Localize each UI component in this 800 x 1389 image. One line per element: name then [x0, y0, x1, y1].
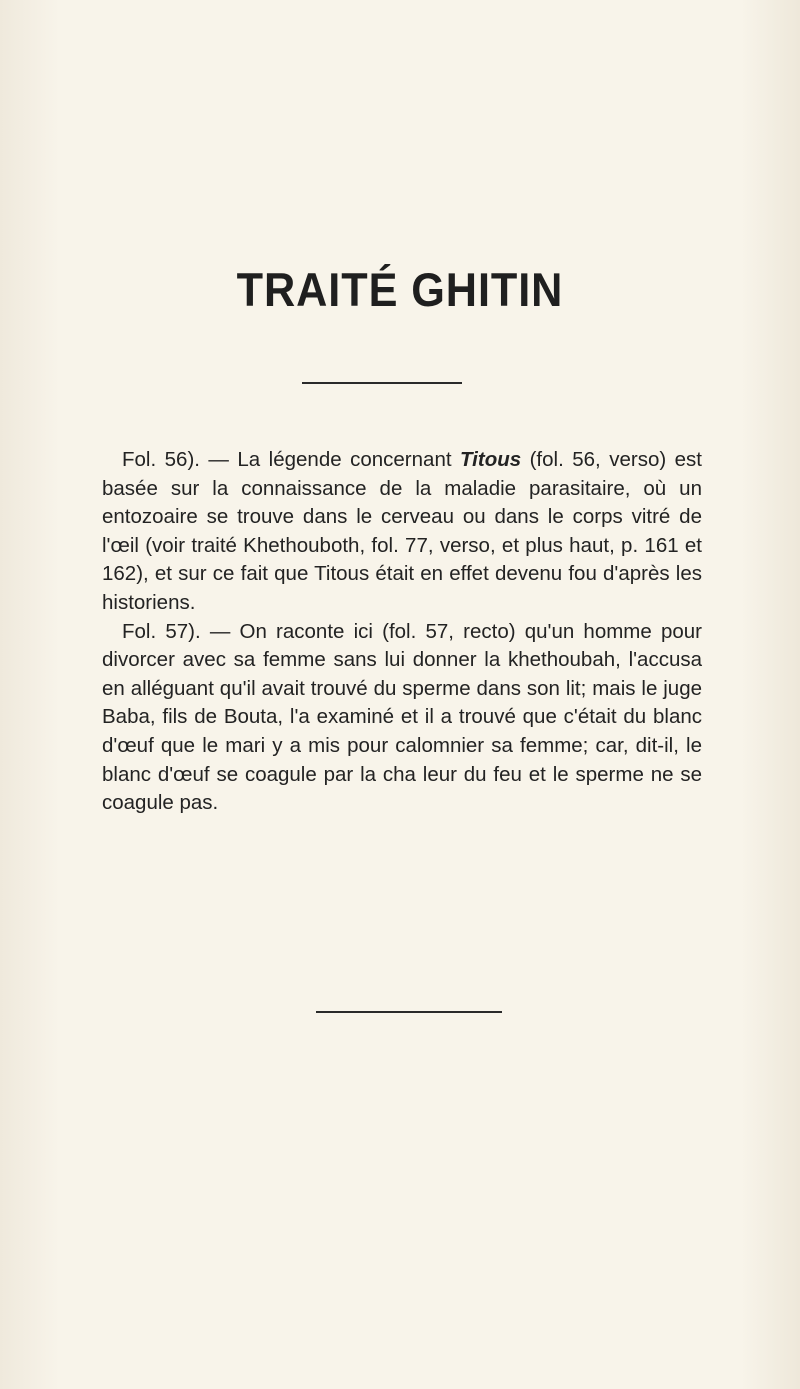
title-divider	[302, 382, 462, 384]
paragraph-fol-57: Fol. 57). — On raconte ici (fol. 57, recto) qu'un homme pour divorcer avec sa femme sans lui donner la khethoubah, l'accusa en alléguant qu'il avait trouvé du sperme dans son lit; mais le juge Baba, fils de Bouta, l'a examiné et il a trouvé que c'était du blanc d'œuf que le mari y a mis pour calomnier sa femme; car, dit-il, le blanc d'œuf se coagule par la cha leur du feu et le sperme ne se coagule pas.	[102, 619, 702, 815]
paragraph-1-italic-term: Titous	[460, 448, 522, 471]
paragraph-1-rest: (fol. 56, verso) est basée sur la connaissance de la maladie parasitaire, où un entozoaire se trouve dans le cerveau ou dans le corps vitré de l'œil (voir traité Khethouboth, fol. 77, verso, et plus haut, p. 161 et 162), et sur ce fait que Titous était en effet devenu fou d'après les historiens.	[102, 448, 702, 614]
body-text	[102, 446, 702, 818]
page-title: TRAITÉ GHITIN	[236, 263, 564, 316]
paragraph-fol-56	[102, 446, 702, 618]
paragraph-1-lead: Fol. 56). — La légende concernant	[122, 448, 461, 471]
section-end-divider	[316, 1011, 502, 1013]
